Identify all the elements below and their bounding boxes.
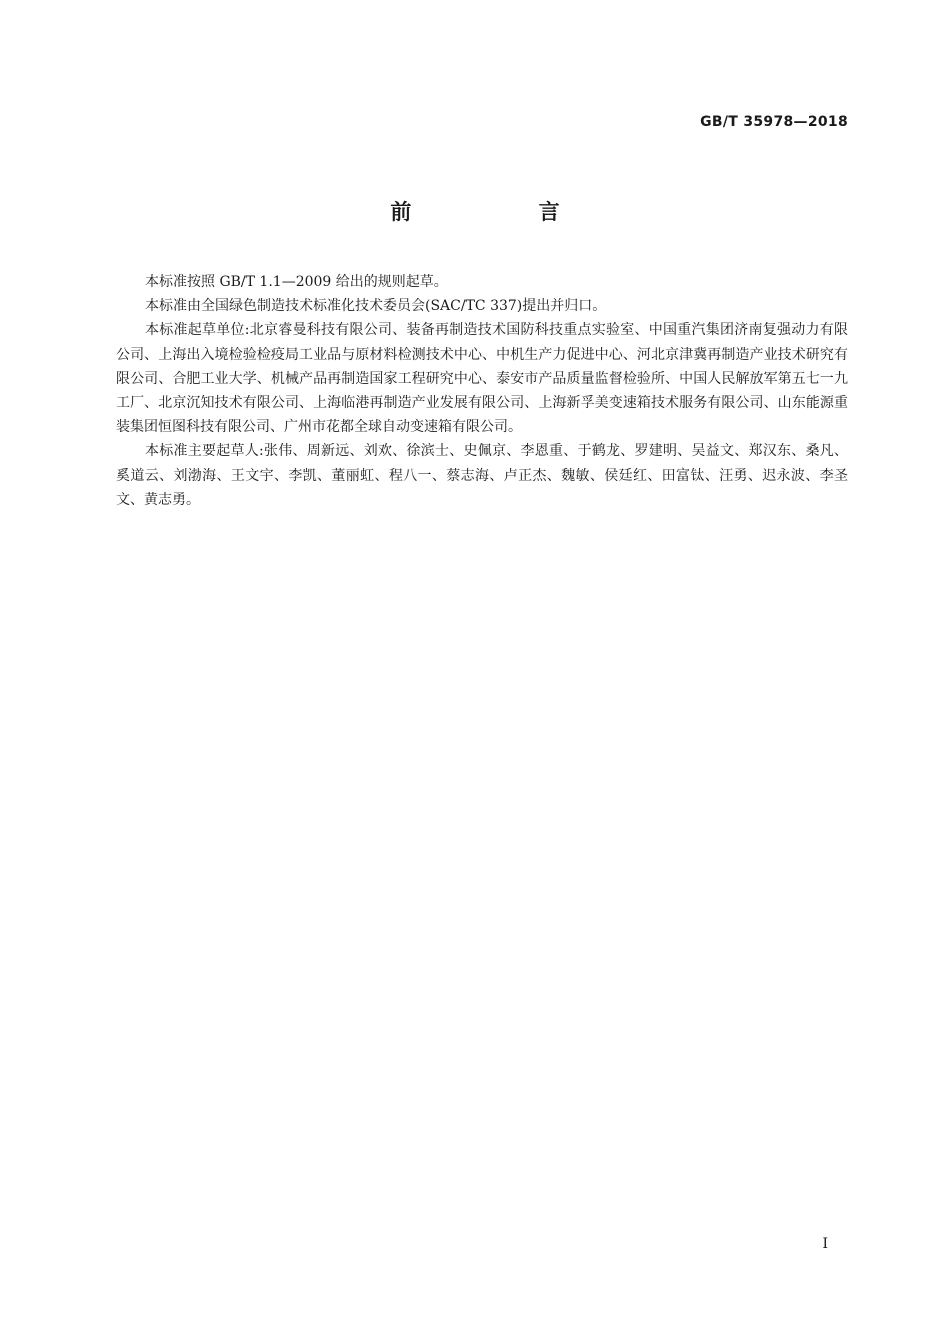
page-number: I [822, 1236, 828, 1252]
paragraph-proposed-by: 本标准由全国绿色制造技术标准化技术委员会(SAC/TC 337)提出并归口。 [145, 298, 607, 315]
paragraph-drafting-rules: 本标准按照 GB/T 1.1—2009 给出的规则起草。 [145, 274, 448, 290]
paragraph-drafting-units: 本标准起草单位:北京睿曼科技有限公司、装备再制造技术国防科技重点实验室、中国重汽集团济南复强动力有限公司、上海出入境检验检疫局工业品与原材料检测技术中心、中机生产力促进中心、河北京津冀再制造产业技术研究有限公司、合肥工业大学、机械产品再制造国家工程研究中心、泰安市产品质量监督检验所、中国人民解放军第五七一九工厂、北京沉知技术有限公司、上海临港再制造产业发展有限公司、上海新孚美变速箱技术服务有限公司、山东能源重装集团恒图科技有限公司、广州市花都全球自动变速箱有限公司。 [116, 322, 848, 436]
page-title: 前 言 [390, 200, 620, 224]
standard-number: GB/T 35978—2018 [700, 114, 848, 130]
paragraph-main-drafters: 本标准主要起草人:张伟、周新远、刘欢、徐滨士、史佩京、李恩重、于鹤龙、罗建明、吴益文、郑汉东、桑凡、奚道云、刘渤海、王文宇、李凯、董丽虹、程八一、蔡志海、卢正杰、魏敏、侯廷红、田富钛、汪勇、迟永波、李圣文、黄志勇。 [116, 443, 848, 508]
foreword-body [116, 270, 848, 512]
